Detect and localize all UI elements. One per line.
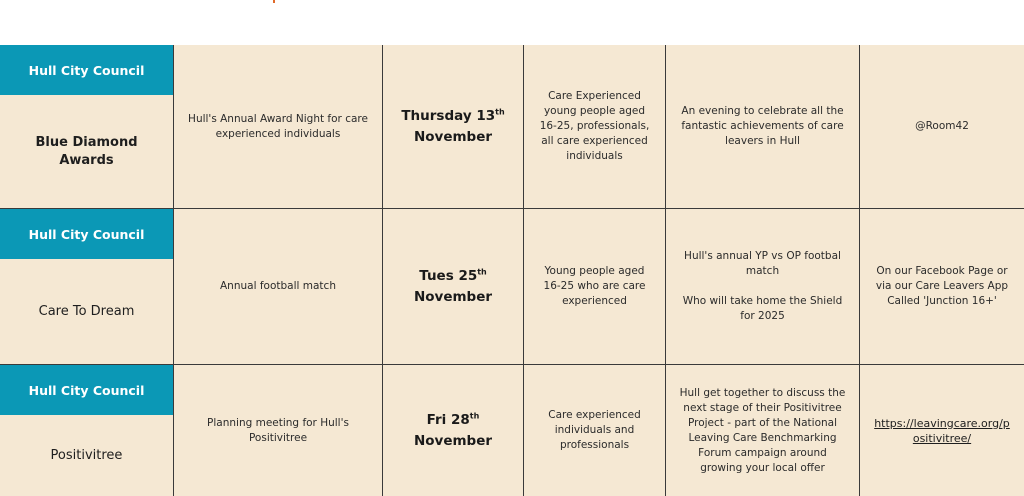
audience-cell bbox=[524, 365, 666, 496]
organiser-cell bbox=[0, 45, 174, 209]
events-table bbox=[0, 45, 1024, 496]
date-cell bbox=[383, 209, 524, 365]
details-text: An evening to celebrate all the fantastic achievements of care leavers in Hull bbox=[681, 105, 844, 147]
details-cell bbox=[666, 209, 860, 365]
audience-text: Young people aged 16-25 who are care experienced bbox=[543, 265, 646, 307]
audience-text: Care experienced individuals and professionals bbox=[548, 409, 641, 451]
organiser-cell bbox=[0, 365, 174, 496]
date-day: Fri 28 bbox=[426, 411, 470, 428]
location-cell bbox=[860, 45, 1024, 209]
date-month: November bbox=[413, 128, 493, 145]
date-day: Tues 25 bbox=[419, 267, 478, 284]
details-text: Hull's annual YP vs OP footbal match bbox=[684, 250, 841, 277]
details-cell bbox=[666, 365, 860, 496]
organiser-band: Hull City Council bbox=[0, 365, 173, 415]
organiser-cell bbox=[0, 209, 174, 365]
location-cell bbox=[860, 209, 1024, 365]
description-cell bbox=[174, 45, 383, 209]
audience-text: Care Experienced young people aged 16-25, professionals, all care experienced individuals bbox=[539, 90, 650, 162]
event-date bbox=[414, 266, 492, 308]
date-month: November bbox=[413, 432, 493, 449]
organiser-band: Hull City Council bbox=[0, 45, 173, 95]
positivitree-link[interactable]: https://leavingcare.org/positivitree/ bbox=[874, 416, 1010, 445]
details-text: Hull get together to discuss the next stage of their Positivitree Project - part of the National Leaving Care Benchmarking Forum campaign around growing your local offer bbox=[679, 386, 846, 474]
details-cell bbox=[666, 45, 860, 209]
event-date bbox=[401, 106, 504, 148]
location-text: On our Facebook Page or via our Care Leavers App Called 'Junction 16+' bbox=[875, 265, 1009, 307]
event-name: Blue Diamond Awards bbox=[35, 134, 138, 168]
date-suffix: th bbox=[469, 411, 480, 420]
event-name: Care To Dream bbox=[38, 303, 135, 319]
date-day: Thursday 13 bbox=[401, 107, 496, 124]
details-extra-text: Who will take home the Shield for 2025 bbox=[682, 295, 843, 322]
event-date bbox=[414, 410, 492, 452]
date-cell bbox=[383, 365, 524, 496]
date-suffix: th bbox=[477, 267, 487, 276]
description-cell bbox=[174, 365, 383, 496]
date-suffix: th bbox=[495, 107, 505, 116]
date-month: November bbox=[413, 288, 493, 305]
description-cell bbox=[174, 209, 383, 365]
audience-cell bbox=[524, 209, 666, 365]
organiser-band: Hull City Council bbox=[0, 209, 173, 259]
event-name: Positivitree bbox=[50, 447, 123, 463]
location-text: @Room42 bbox=[915, 120, 969, 132]
audience-cell bbox=[524, 45, 666, 209]
date-cell bbox=[383, 45, 524, 209]
description-text: Hull's Annual Award Night for care experienced individuals bbox=[188, 112, 368, 140]
description-text: Annual football match bbox=[220, 280, 336, 292]
description-text: Planning meeting for Hull's Positivitree bbox=[207, 416, 349, 444]
location-cell bbox=[860, 365, 1024, 496]
details-block bbox=[678, 249, 847, 324]
decorative-mark bbox=[273, 0, 275, 3]
